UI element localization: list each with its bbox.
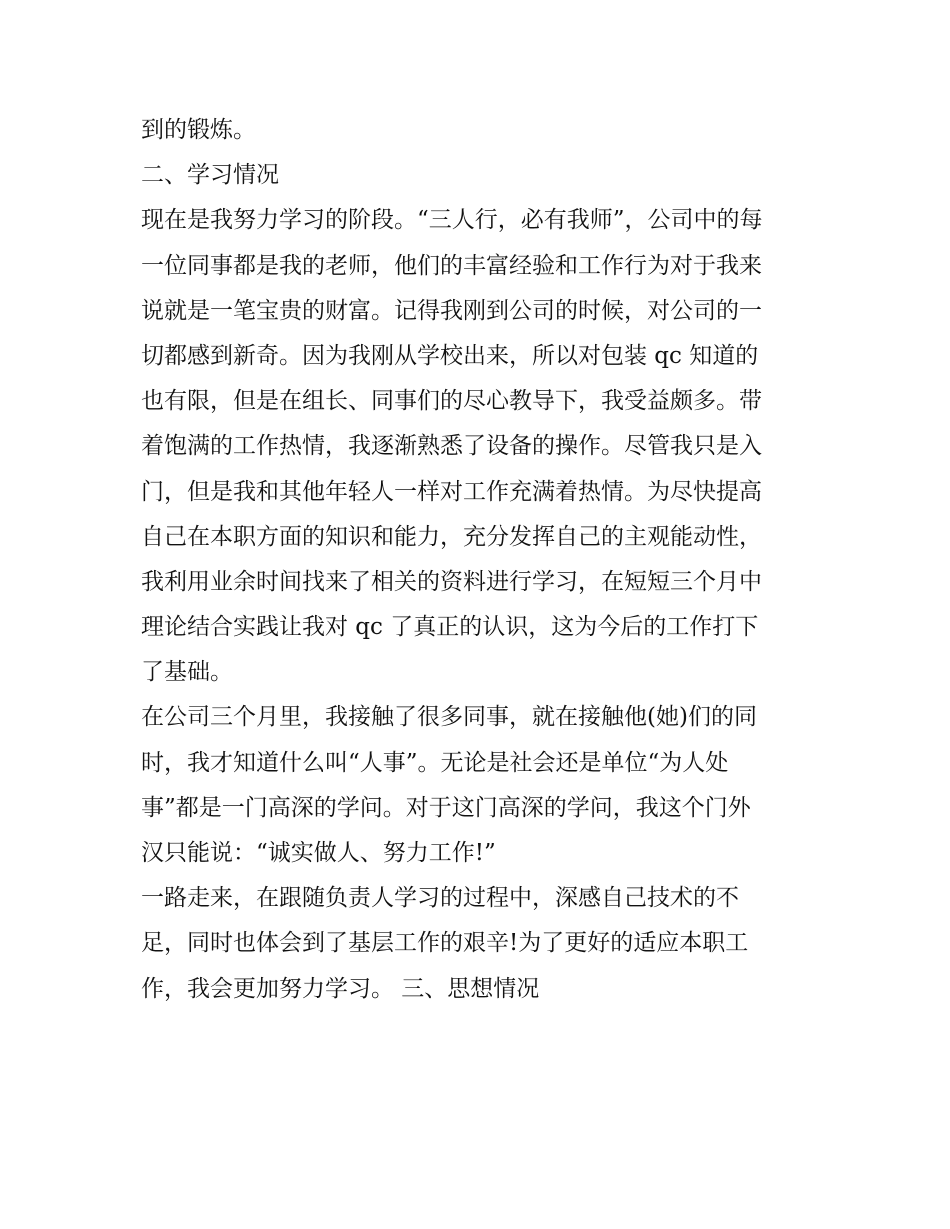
text-line: 切都感到新奇。因为我刚从学校出来，所以对包装 qc 知道的 [141,342,759,369]
text-line: 说就是一笔宝贵的财富。记得我刚到公司的时候，对公司的一 [141,297,762,324]
text-line-with-section-heading: 作，我会更加努力学习。 三、思想情况 [141,975,540,1002]
text-line: 现在是我努力学习的阶段。“三人行，必有我师”，公司中的每 [141,207,763,234]
text-line: 一位同事都是我的老师，他们的丰富经验和工作行为对于我来 [141,252,762,279]
text-line: 到的锻炼。 [141,117,256,143]
text-line: 足，同时也体会到了基层工作的艰辛!为了更好的适应本职工 [141,930,749,957]
text-line: 事”都是一门高深的学问。对于这门高深的学问，我这个门外 [141,794,751,821]
text-line: 了基础。 [141,659,233,686]
text-line: 门，但是我和其他年轻人一样对工作充满着热情。为尽快提高 [141,478,762,505]
text-line: 自己在本职方面的知识和能力，充分发挥自己的主观能动性， [141,523,762,550]
text-line: 汉只能说：“诚实做人、努力工作!” [141,840,496,866]
text-line: 时，我才知道什么叫“人事”。无论是社会还是单位“为人处 [141,749,729,776]
text-line: 在公司三个月里，我接触了很多同事，就在接触他(她)们的同 [141,704,757,731]
text-line: 一路走来，在跟随负责人学习的过程中，深感自己技术的不 [141,885,739,912]
text-line: 着饱满的工作热情，我逐渐熟悉了设备的操作。尽管我只是入 [141,433,762,460]
document-body [141,108,821,1012]
text-line: 我利用业余时间找来了相关的资料进行学习，在短短三个月中 [141,568,762,595]
text-line: 理论结合实践让我对 qc 了真正的认识，这为今后的工作打下 [141,614,759,641]
section-heading-study: 二、学习情况 [141,162,279,189]
text-line: 也有限，但是在组长、同事们的尽心教导下，我受益颇多。带 [141,388,762,415]
